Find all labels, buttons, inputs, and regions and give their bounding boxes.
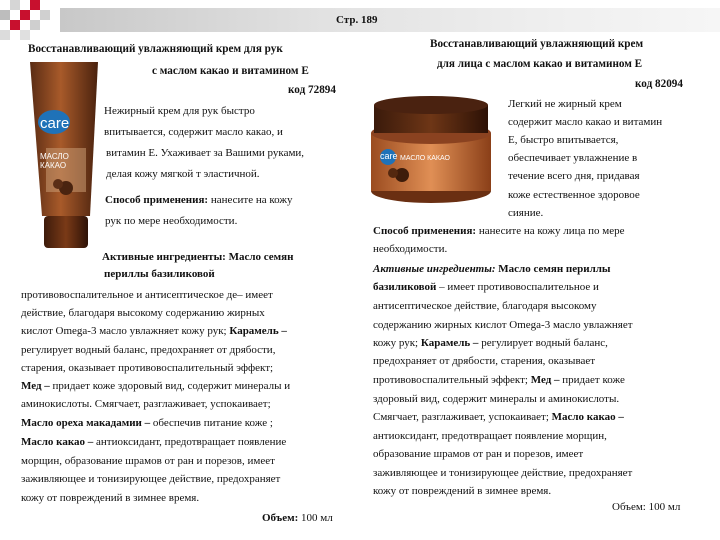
right-volume: Объем: 100 мл <box>612 501 681 513</box>
left-usage-text: нанесите на кожу <box>208 194 293 206</box>
right-ingredients-label: Активные ингредиенты: <box>373 263 496 275</box>
right-usage-label: Способ применения: <box>373 225 477 237</box>
left-body-line: регулирует водный баланс, предохраняет от дрябости, <box>21 344 276 356</box>
left-usage-line2: рук по мере необходимости. <box>105 215 238 227</box>
left-body-line: противовоспалительное и антисептическое де– имеет <box>21 289 273 301</box>
left-body-line: кожу от повреждений в зимнее время. <box>21 492 200 504</box>
right-desc-line: содержит масло какао и витамин <box>508 116 663 128</box>
right-body-line: предохраняет от дрябости, старения, оказывает <box>373 355 596 367</box>
right-body-line: кожу от повреждений в зимнее время. <box>373 485 552 497</box>
right-body-line <box>373 374 625 387</box>
left-code: код 72894 <box>288 84 336 96</box>
right-body-line: содержанию жирных кислот Omega-3 масло увлажняет <box>373 319 633 331</box>
left-ingredients-line1: Активные ингредиенты: Масло семян <box>102 251 294 263</box>
right-body-bold: Масло какао – <box>551 411 624 423</box>
right-body-line: заживляющее и тонизирующее действие, предохраняет <box>373 467 633 479</box>
left-body-line <box>21 436 286 449</box>
left-title-line2: с маслом какао и витамином Е <box>152 65 309 77</box>
left-desc-line: Нежирный крем для рук быстро <box>104 105 255 117</box>
left-usage-line1 <box>105 194 293 207</box>
jar-label: МАСЛО КАКАО <box>400 155 450 162</box>
left-body-bold: Масло какао – <box>21 436 97 448</box>
right-desc-line: коже естественное здоровое <box>508 189 640 201</box>
left-body-text: придает коже здоровый вид, содержит минералы и <box>52 380 291 392</box>
header-bar <box>60 8 720 32</box>
page-number: Стр. 189 <box>336 14 378 26</box>
corner-checker-decoration <box>0 0 60 40</box>
right-ingredients-bold: базиликовой <box>373 281 437 293</box>
jar-brand-logo: care <box>380 151 398 161</box>
right-desc-line: Легкий не жирный крем <box>508 98 622 110</box>
right-ingredients-text: – имеет противовоспалительное и <box>436 281 599 293</box>
left-body-line: старения, оказывает противовоспалительный эффект; <box>21 362 274 374</box>
right-desc-line: Е, быстро впитывается, <box>508 134 619 146</box>
right-body-text: Смягчает, разглаживает, успокаивает; <box>373 411 552 423</box>
right-usage-line2: необходимости. <box>373 243 448 255</box>
left-body-line: аминокислоты. Смягчает, разглаживает, успокаивает; <box>21 398 271 410</box>
right-body-text: кожу рук; <box>373 337 421 349</box>
left-body-line: действие, благодаря высокому содержанию жирных <box>21 307 265 319</box>
left-body-bold: Мед – <box>21 380 53 392</box>
left-body-line <box>21 380 290 393</box>
tube-label-line1: МАСЛО <box>40 152 69 161</box>
right-ingredients-text: Масло семян периллы <box>495 263 611 275</box>
left-body-text: обеспечив питание коже ; <box>152 417 273 429</box>
tube-label-line2: КАКАО <box>40 161 67 170</box>
left-body-line: морщин, образование шрамов от ран и порезов, имеет <box>21 455 275 467</box>
right-body-line: образование шрамов от ран и порезов, имеет <box>373 448 584 460</box>
right-usage-line1 <box>373 225 625 238</box>
left-body-text: антиоксидант, предотвращает появление <box>96 436 287 448</box>
left-title-line1: Восстанавливающий увлажняющий крем для рук <box>28 43 283 55</box>
right-desc-line: течение всего дня, придавая <box>508 170 640 182</box>
left-ingredients-line2: периллы базиликовой <box>104 268 215 280</box>
left-desc-line: впитывается, содержит масло какао, и <box>104 126 283 138</box>
right-ingredients-line2 <box>373 281 599 294</box>
left-desc-line: делая кожу мягкой т эластичной. <box>106 168 260 180</box>
left-body-bold: Карамель – <box>229 325 287 337</box>
left-volume-label: Объем: <box>262 512 299 524</box>
right-usage-text: нанесите на кожу лица по мере <box>476 225 625 237</box>
right-ingredients-line1 <box>373 263 611 276</box>
right-body-line <box>373 337 608 350</box>
right-desc-line: сияние. <box>508 207 544 219</box>
right-body-line: антиоксидант, предотвращает появление морщин, <box>373 430 607 442</box>
left-body-line <box>21 417 273 430</box>
right-body-line <box>373 411 624 424</box>
left-body-line <box>21 325 287 338</box>
right-body-text: противовоспалительный эффект; <box>373 374 531 386</box>
left-body-line: заживляющее и тонизирующее действие, предохраняет <box>21 473 281 485</box>
left-usage-label: Способ применения: <box>105 194 209 206</box>
left-desc-line: витамин Е. Ухаживает за Вашими руками, <box>106 147 305 159</box>
right-desc-line: обеспечивает увлажнение в <box>508 152 638 164</box>
tube-brand-logo: care <box>40 115 70 132</box>
left-volume <box>262 512 333 525</box>
right-body-text: регулирует водный баланс, <box>478 337 608 349</box>
left-volume-value: 100 мл <box>298 512 333 524</box>
right-code: код 82094 <box>635 78 683 90</box>
right-body-text: придает коже <box>559 374 625 386</box>
left-body-text: кислот Omega-3 масло увлажняет кожу рук; <box>21 325 230 337</box>
left-body-bold: Масло ореха макадамии – <box>21 417 153 429</box>
right-body-line: антисептическое действие, благодаря высокому <box>373 300 597 312</box>
right-body-line: здоровый вид, содержит минералы и аминокислоты. <box>373 393 620 405</box>
right-title-line2: для лица с маслом какао и витамином Е <box>437 58 643 70</box>
right-title-line1: Восстанавливающий увлажняющий крем <box>430 38 644 50</box>
right-body-bold: Карамель – <box>420 337 479 349</box>
right-body-bold: Мед – <box>530 374 560 386</box>
